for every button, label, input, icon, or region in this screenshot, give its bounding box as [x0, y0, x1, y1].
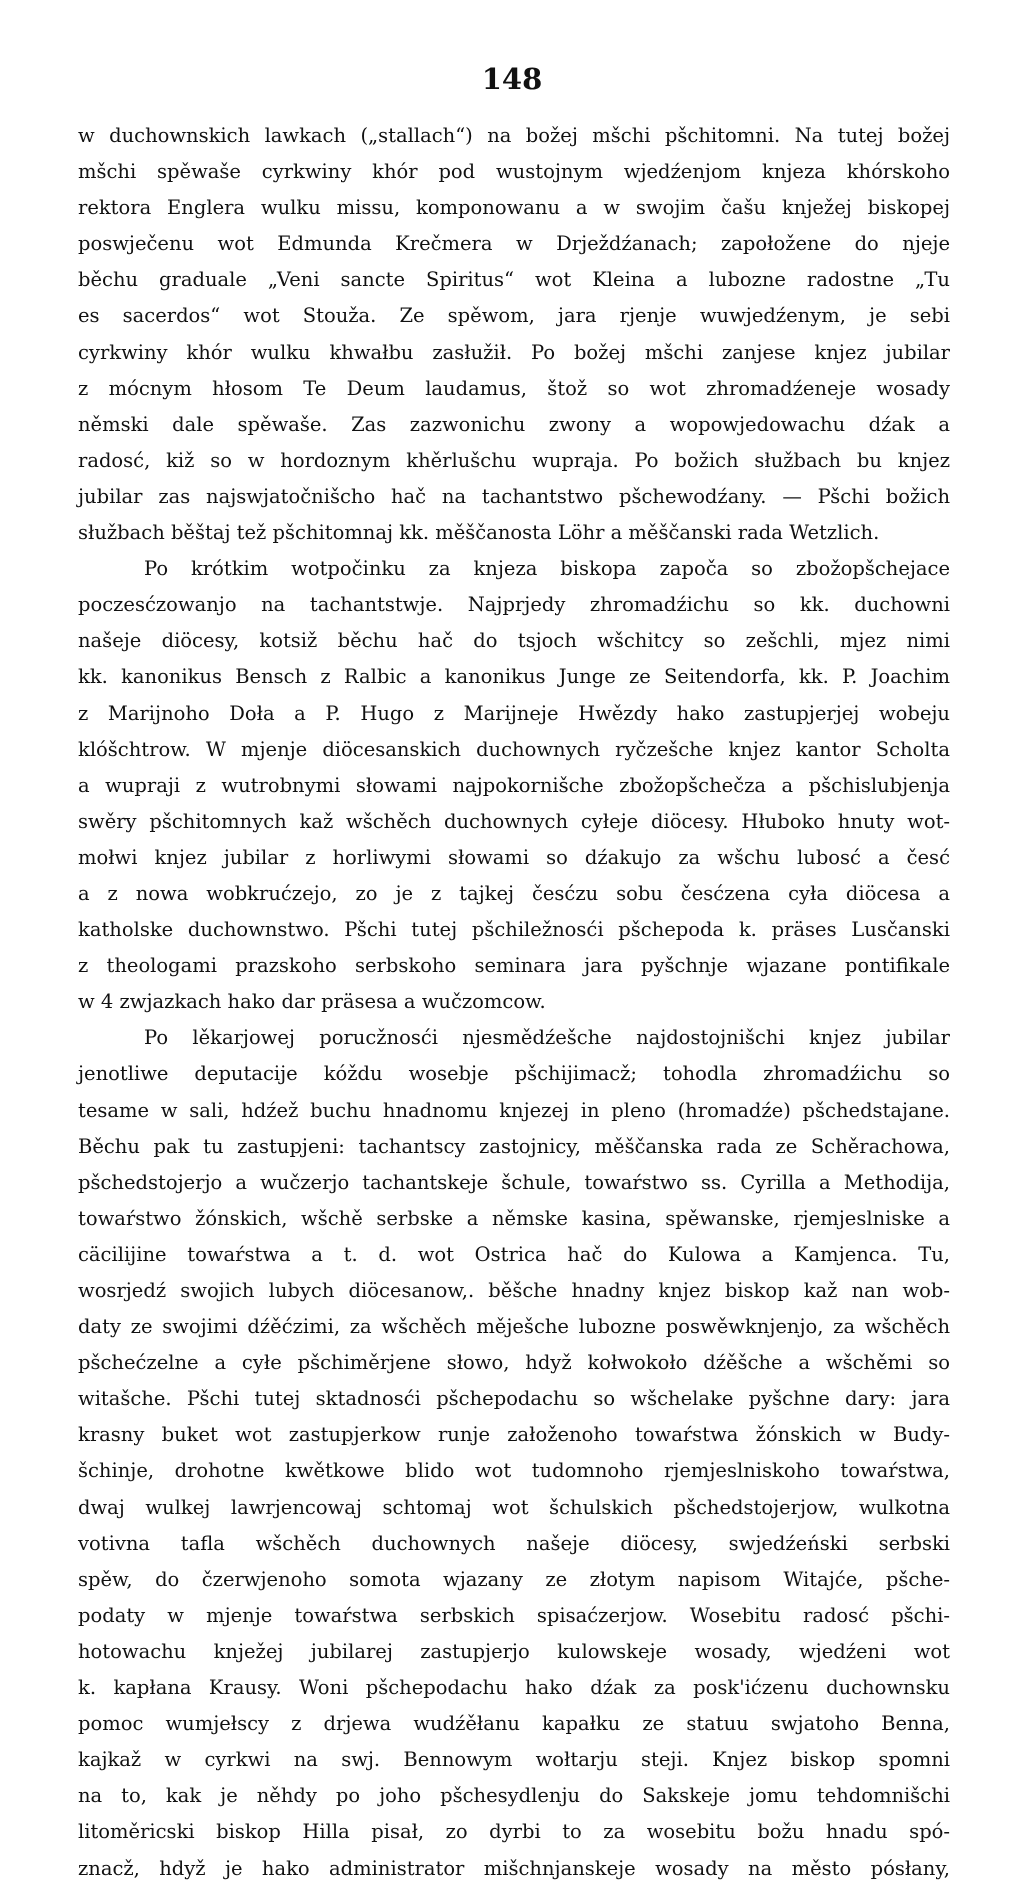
text-line: klóšchtrow. W mjenje diöcesanskich duchownych ryčzešche knjez kantor Scholta [78, 737, 950, 761]
text-line: z theologami prazskoho serbskoho seminara jara pyšchnje wjazane pontifikale [78, 954, 950, 978]
text-line: wosrjedź swojich lubych diöcesanow,. běšche hnadny knjez biskop kaž nan wob- [78, 1279, 950, 1302]
text-line: šchinje, drohotne kwětkowe blido wot tudomnoho rjemjeslniskoho towaŕstwa, [78, 1459, 950, 1483]
text-line: z Marijnoho Doła a P. Hugo z Marijneje Hwězdy hako zastupjerjej wobeju [78, 701, 950, 725]
text-line: Po lěkarjowej porucžnosći njesmědźešche najdostojnišchi knjez jubilar [144, 1026, 950, 1050]
text-line: towaŕstwo žónskich, wšchě serbske a němske kasina, spěwanske, rjemjeslniske a [78, 1206, 950, 1230]
text-line: tesame w sali, hdźež buchu hnadnomu knjezej in pleno (hromadźe) pšchedstajane. [78, 1098, 950, 1122]
text-line: katholske duchownstwo. Pšchi tutej pšchiležnosći pšchepoda k. präses Lusčanski [78, 918, 950, 942]
text-line: jubilar zas najswjatočnišcho hač na tachantstwo pšchewodźany. — Pšchi božich [78, 484, 950, 508]
text-line: es sacerdos“ wot Stouža. Ze spěwom, jara rjenje wuwjedźenym, je sebi [78, 304, 950, 328]
text-line: rektora Englera wulku missu, komponowanu a w swojim čašu knježej biskopej [78, 196, 950, 220]
text-line: daty ze swojimi dźěćzimi, za wšchěch měješche lubozne poswěwknjenjo, za wšchěch [78, 1315, 950, 1339]
text-line: radosć, kiž so w hordoznym khěrlušchu wupraja. Po božich słužbach bu knjez [78, 448, 950, 472]
text-line: spěw, do čzerwjenoho somota wjazany ze złotym napisom Witajće, pšche- [78, 1567, 950, 1591]
text-line: dwaj wulkej lawrjencowaj schtomaj wot šchulskich pšchedstojerjow, wulkotna [78, 1495, 950, 1519]
body-text [78, 118, 950, 1887]
text-line: Po krótkim wotpočinku za knjeza biskopa započa so zbožopšchejace [144, 557, 950, 581]
text-line: pšchedstojerjo a wučzerjo tachantskeje šchule, towaŕstwo ss. Cyrilla a Methodija, [78, 1170, 950, 1194]
text-line: krasny buket wot zastupjerkow runje załoženoho towaŕstwa žónskich w Budy- [78, 1423, 950, 1447]
text-line: běchu graduale „Veni sancte Spiritus“ wot Kleina a lubozne radostne „Tu [78, 268, 950, 292]
text-line: litoměricski biskop Hilla pisał, zo dyrbi to za wosebitu božu hnadu spó- [78, 1820, 950, 1844]
text-line: k. kapłana Krausy. Woni pšchepodachu hako dźak za posk'ićzenu duchownsku [78, 1676, 950, 1700]
text-line: z mócnym hłosom Te Deum laudamus, štož so wot zhromadźeneje wosady [78, 376, 950, 400]
text-line: w 4 zwjazkach hako dar präsesa a wučzomcow. [78, 990, 546, 1014]
text-line: a wupraji z wutrobnymi słowami najpokornišche zbožopšchečza a pšchislubjenja [78, 773, 950, 797]
text-line: pšchećzelne a cyłe pšchiměrjene słowo, hdyž kołwokoło dźěšche a wšchěmi so [78, 1351, 950, 1375]
text-line: swěry pšchitomnych kaž wšchěch duchownych cyłeje diöcesy. Hłuboko hnuty wot- [78, 809, 950, 833]
text-line: cyrkwiny khór wulku khwałbu zasłužił. Po božej mšchi zanjese knjez jubilar [78, 340, 950, 364]
text-line: votivna tafla wšchěch duchownych našeje diöcesy, swjedźeński serbski [78, 1531, 950, 1555]
text-line: mšchi spěwaše cyrkwiny khór pod wustojnym wjedźenjom knjeza khórskoho [78, 160, 950, 184]
text-line: kk. kanonikus Bensch z Ralbic a kanonikus Junge ze Seitendorfa, kk. P. Joachim [78, 665, 950, 689]
text-line: kajkaž w cyrkwi na swj. Bennowym wołtarju steji. Knjez biskop spomni [78, 1748, 950, 1772]
text-line: na to, kak je něhdy po joho pšchesydlenju do Sakskeje jomu tehdomnišchi [78, 1784, 950, 1808]
text-line: Běchu pak tu zastupjeni: tachantscy zastojnicy, měščanska rada ze Schěrachowa, [78, 1134, 950, 1158]
text-line: mołwi knjez jubilar z horliwymi słowami so dźakujo za wšchu lubosć a česć [78, 845, 950, 869]
text-line: němski dale spěwaše. Zas zazwonichu zwony a wopowjedowachu dźak a [78, 412, 950, 436]
text-line: słužbach běštaj tež pšchitomnaj kk. měščanosta Löhr a měščanski rada Wetzlich. [78, 521, 880, 545]
text-line: znacž, hdyž je hako administrator mišchnjanskeje wosady na město pósłany, [78, 1856, 950, 1880]
text-line: w duchownskich lawkach („stallach“) na božej mšchi pšchitomni. Na tutej božej [78, 124, 950, 147]
text-line: poswječenu wot Edmunda Krečmera w Drježdźanach; zapołožene do njeje [78, 232, 950, 256]
page-number: 148 [481, 62, 543, 96]
text-line: pomoc wumjełscy z drjewa wudźěłanu kapałku ze statuu swjatoho Benna, [78, 1712, 950, 1736]
text-line: cäcilijine towaŕstwa a t. d. wot Ostrica hač do Kulowa a Kamjenca. Tu, [78, 1242, 950, 1266]
text-line: a z nowa wobkrućzejo, zo je z tajkej česćzu sobu česćzena cyła diöcesa a [78, 881, 950, 905]
text-line: podaty w mjenje towaŕstwa serbskich spisaćzerjow. Wosebitu radosć pšchi- [78, 1603, 950, 1627]
text-line: jenotliwe deputacije kóždu wosebje pšchijimacž; tohodla zhromadźichu so [78, 1062, 950, 1086]
text-line: poczesćzowanjo na tachantstwje. Najprjedy zhromadźichu so kk. duchowni [78, 593, 950, 617]
text-line: witašche. Pšchi tutej sktadnosći pšchepodachu so wšchelake pyšchne dary: jara [78, 1387, 950, 1411]
text-line: našeje diöcesy, kotsiž běchu hač do tsjoch wšchitcy so zešchli, mjez nimi [78, 629, 950, 653]
text-line: hotowachu knježej jubilarej zastupjerjo kulowskeje wosady, wjedźeni wot [78, 1639, 950, 1663]
